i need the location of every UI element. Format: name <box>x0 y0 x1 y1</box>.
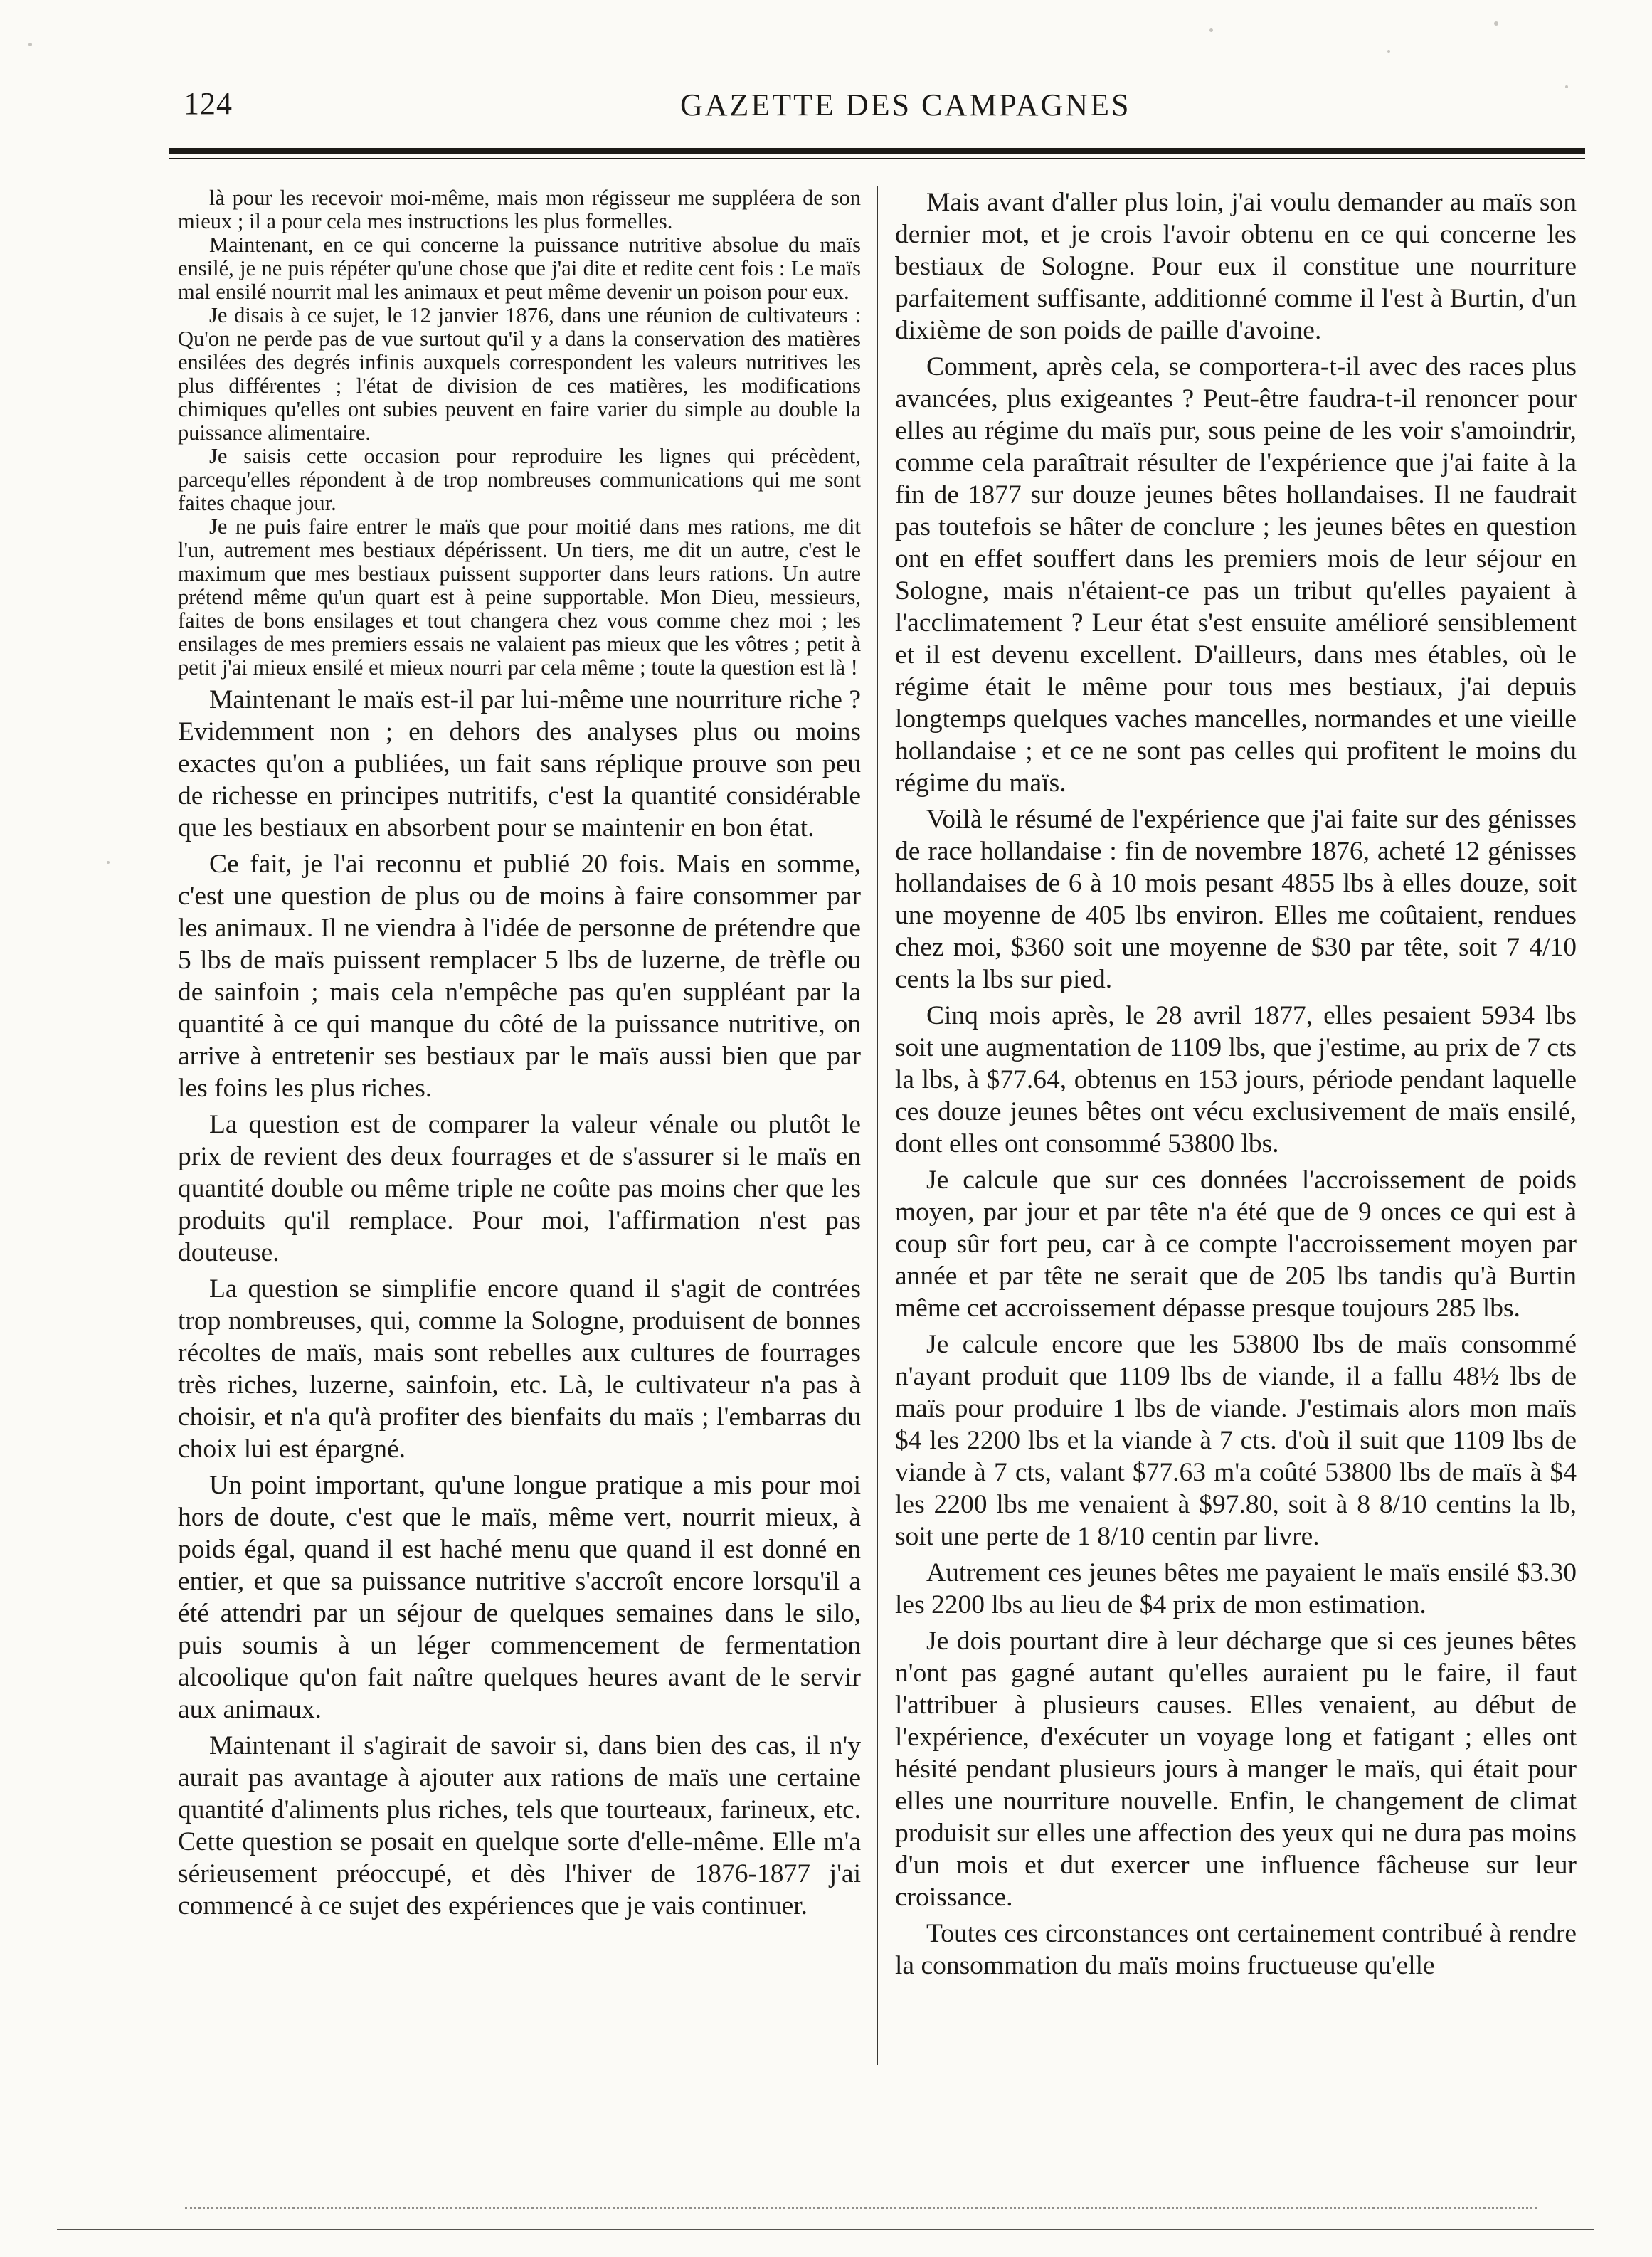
scan-speck <box>107 861 110 864</box>
paragraph: Je calcule encore que les 53800 lbs de maïs consommé n'ayant produit que 1109 lbs de viande, il a fallu 48½ lbs de maïs pour produire 1 lbs de viande. J'estimais alors mon maïs $4 les 2200 lbs et la viande à 7 cts. d'où il suit que 1109 lbs de viande à 7 cts, valant $77.63 m'a coûté 53800 lbs de maïs à $4 les 2200 lbs me venaient à $97.80, soit à 8 8/10 centins la lb, soit une perte de 1 8/10 centin par livre. <box>895 1330 1577 1551</box>
scan-speck <box>28 43 32 46</box>
header-rule-thin <box>169 158 1585 159</box>
paragraph: Autrement ces jeunes bêtes me payaient le maïs ensilé $3.30 les 2200 lbs au lieu de $4 prix de mon estimation. <box>895 1558 1577 1619</box>
scan-speck <box>1494 21 1498 26</box>
paragraph: Cinq mois après, le 28 avril 1877, elles pesaient 5934 lbs soit une augmentation de 1109 lbs, que j'estime, au prix de 7 cts la lbs, à $77.64, obtenus en 153 jours, période pendant laquelle ces douze jeunes bêtes ont vécu exclusivement de maïs ensilé, dont elles ont consommé 53800 lbs. <box>895 1001 1577 1158</box>
paragraph: là pour les recevoir moi-même, mais mon régisseur me suppléera de son mieux ; il a pour cela mes instructions les plus formelles. <box>178 186 861 233</box>
paragraph: Je ne puis faire entrer le maïs que pour moitié dans mes rations, me dit l'un, autrement mes bestiaux dépérissent. Un tiers, me dit un autre, c'est le maximum que mes bestiaux puissent supporter dans leurs rations. Un autre prétend même qu'un quart est à peine supportable. Mon Dieu, messieurs, faites de bons ensilages et tout changera chez vous comme chez moi ; les ensilages de mes premiers essais ne valaient pas mieux que les vôtres ; petit à petit j'ai mieux ensilé et mieux nourri par cela même ; toute la question est là ! <box>178 514 861 680</box>
paragraph: Voilà le résumé de l'expérience que j'ai faite sur des génisses de race hollandaise : fin de novembre 1876, acheté 12 génisses hollandaises de 6 à 10 mois pesant 4855 lbs à elles douze, soit une moyenne de 405 lbs environ. Elles me coûtaient, rendues chez moi, $360 soit une moyenne de $30 par tête, soit 7 4/10 cents la lbs sur pied. <box>895 805 1577 994</box>
paragraph: Comment, après cela, se comportera-t-il avec des races plus avancées, plus exigeantes ? Peut-être faudra-t-il renoncer pour elles au régime du maïs pur, sous peine de les voir s'amoindrir, comme cela paraîtrait résulter de l'expérience que j'ai faite à la fin de 1877 sur douze jeunes bêtes hollandaises. Il ne faudrait pas toutefois se hâter de conclure ; les jeunes bêtes en question ont en effet souffert dans les premiers mois de leur séjour en Sologne, mais n'étaient-ce pas un tribut qu'elles payaient à l'acclimatement ? Leur état s'est ensuite amélioré sensiblement et il est devenu excellent. D'ailleurs, dans mes étables, où le régime était le même pour tous mes bestiaux, j'ai depuis longtemps quelques vaches mancelles, normandes et une vieille hollandaise ; et ce ne sont pas celles qui profitent le moins du régime du maïs. <box>895 352 1577 798</box>
right-column <box>895 186 1577 2086</box>
paragraph: Maintenant, en ce qui concerne la puissance nutritive absolue du maïs ensilé, je ne puis répéter qu'une chose que j'ai dite et redite cent fois : Le maïs mal ensilé nourrit mal les animaux et peut même devenir un poison pour eux. <box>178 233 861 304</box>
header-rule-thick <box>169 148 1585 154</box>
left-column <box>178 186 861 2086</box>
paragraph: Ce fait, je l'ai reconnu et publié 20 fois. Mais en somme, c'est une question de plus ou de moins à faire consommer par les animaux. Il ne viendra à l'idée de personne de prétendre que 5 lbs de maïs puissent remplacer 5 lbs de luzerne, de trèfle ou de sainfoin ; mais cela n'empêche pas qu'en suppléant par la quantité à ce qui manque du côté de la puissance nutritive, on arrive à entretenir ses bestiaux par le maïs aussi bien que par les foins les plus riches. <box>178 850 861 1103</box>
running-title: GAZETTE DES CAMPAGNES <box>680 88 1131 122</box>
paragraph: Je disais à ce sujet, le 12 janvier 1876, dans une réunion de cultivateurs : Qu'on ne perde pas de vue surtout qu'il y a dans la conservation des matières ensilées des degrés infinis auxquels correspondent les valeurs nutritives les plus différentes ; l'état de division de ces matières, les modifications chimiques qu'elles ont subies peuvent en faire varier du simple au double la puissance alimentaire. <box>178 303 861 445</box>
paragraph: Je saisis cette occasion pour reproduire les lignes qui précèdent, parcequ'elles répondent à de trop nombreuses communications qui me sont faites chaque jour. <box>178 444 861 515</box>
footer-noise <box>185 2197 1537 2209</box>
page-header <box>169 78 1585 128</box>
scan-speck <box>1209 28 1213 32</box>
paragraph: La question est de comparer la valeur vénale ou plutôt le prix de revient des deux fourrages et de s'assurer si le maïs en quantité double ou même triple ne coûte pas moins cher que les produits qu'il remplace. Pour moi, l'affirmation n'est pas douteuse. <box>178 1110 861 1267</box>
paragraph: Mais avant d'aller plus loin, j'ai voulu demander au maïs son dernier mot, et je crois l'avoir obtenu en ce qui concerne les bestiaux de Sologne. Pour eux il constitue une nourriture parfaitement suffisante, additionné comme il l'est à Burtin, d'un dixième de son poids de paille d'avoine. <box>895 188 1577 345</box>
paragraph: Un point important, qu'une longue pratique a mis pour moi hors de doute, c'est que le maïs, même vert, nourrit mieux, à poids égal, quand il est haché menu que quand il est donné en entier, et que sa puissance nutritive s'accroît encore lorsqu'il a été attendri par un séjour de quelques semaines dans le silo, puis soumis à un léger commencement de fermentation alcoolique qu'on fait naître quelques heures avant de le servir aux animaux. <box>178 1471 861 1724</box>
paragraph: Maintenant il s'agirait de savoir si, dans bien des cas, il n'y aurait pas avantage à ajouter aux rations de maïs une certaine quantité d'aliments plus riches, tels que tourteaux, farineux, etc. Cette question se posait en quelque sorte d'elle-même. Elle m'a sérieusement préoccupé, et dès l'hiver de 1876-1877 j'ai commencé à ce sujet des expériences que je vais continuer. <box>178 1731 861 1920</box>
paragraph: Je calcule que sur ces données l'accroissement de poids moyen, par jour et par tête n'a été que de 9 onces ce qui est à coup sûr fort peu, car à ce compte l'accroissement moyen par année et par tête ne serait que de 205 lbs tandis qu'à Burtin même cet accroissement dépasse presque toujours 285 lbs. <box>895 1166 1577 1323</box>
paragraph: Toutes ces circonstances ont certainement contribué à rendre la consommation du maïs moins fructueuse qu'elle <box>895 1919 1577 1980</box>
paragraph: Je dois pourtant dire à leur décharge que si ces jeunes bêtes n'ont pas gagné autant qu'elles auraient pu le faire, il faut l'attribuer à plusieurs causes. Elles venaient, au début de l'expérience, d'exécuter un voyage long et fatigant ; elles ont hésité pendant plusieurs jours à manger le maïs, qui était pour elles une nourriture nouvelle. Enfin, le changement de climat produisit sur elles une affection des yeux qui ne dura pas moins d'un mois et dut exercer une influence fâcheuse sur leur croissance. <box>895 1627 1577 1912</box>
page-number: 124 <box>184 86 233 121</box>
paragraph: Maintenant le maïs est-il par lui-même une nourriture riche ? Evidemment non ; en dehors des analyses plus ou moins exactes qu'on a publiées, un fait sans réplique prouve son peu de richesse en principes nutritifs, c'est la quantité considérable que les bestiaux en absorbent pour se maintenir en bon état. <box>178 685 861 842</box>
paragraph: La question se simplifie encore quand il s'agit de contrées trop nombreuses, qui, comme la Sologne, produisent de bonnes récoltes de maïs, mais sont rebelles aux cultures de fourrages très riches, luzerne, sainfoin, etc. Là, le cultivateur n'a pas à choisir, et n'a qu'à profiter des bienfaits du maïs ; l'embarras du choix lui est épargné. <box>178 1274 861 1464</box>
scan-speck <box>1387 50 1390 53</box>
footer-rule <box>57 2229 1594 2230</box>
column-divider <box>877 186 878 2065</box>
